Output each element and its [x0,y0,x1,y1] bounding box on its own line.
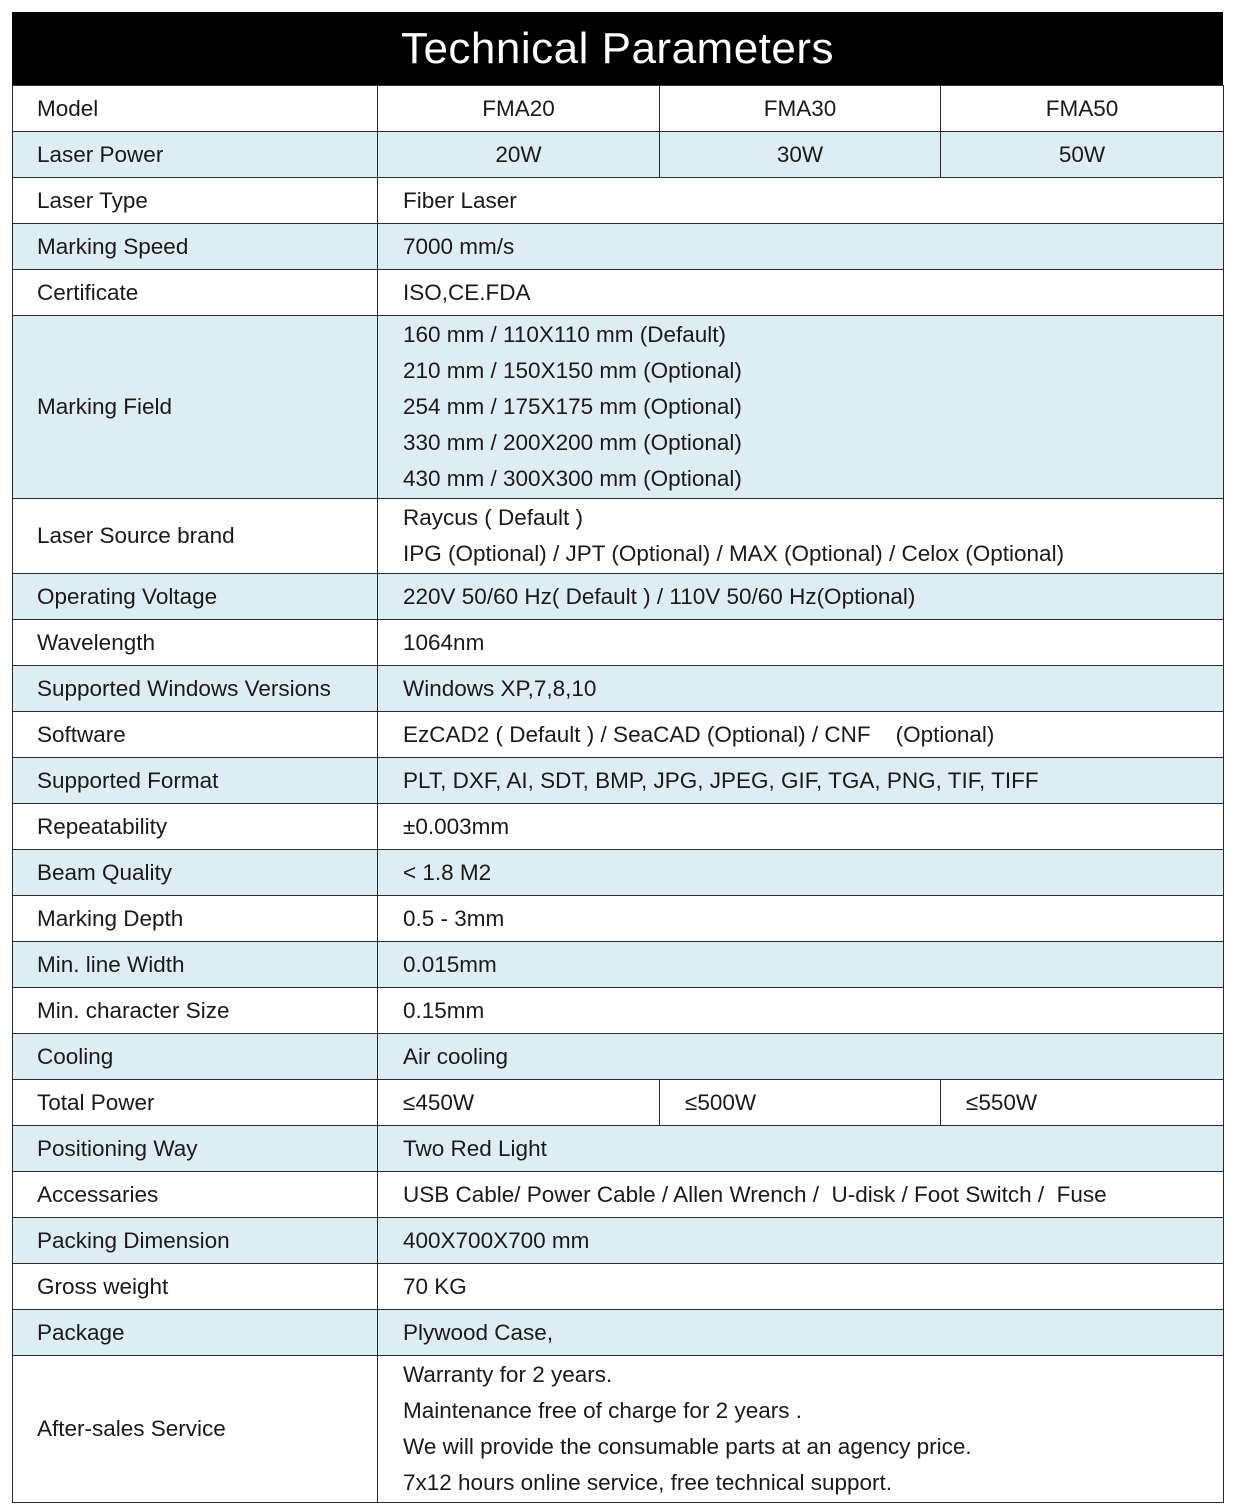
row-value [378,1356,1224,1503]
after-sales-line: Maintenance free of charge for 2 years . [403,1398,802,1423]
row-label: Packing Dimension [13,1218,378,1264]
table-row [13,942,1224,988]
table-row [13,1172,1224,1218]
row-value: Two Red Light [378,1126,1224,1172]
table-row-marking-field [13,316,1224,499]
laser-source-line: IPG (Optional) / JPT (Optional) / MAX (Optional) / Celox (Optional) [403,541,1065,566]
total-power-fma50: ≤550W [941,1080,1224,1126]
row-label: Cooling [13,1034,378,1080]
row-label: Supported Windows Versions [13,666,378,712]
row-value: USB Cable/ Power Cable / Allen Wrench / U-disk / Foot Switch / Fuse [378,1172,1224,1218]
row-value: ±0.003mm [378,804,1224,850]
spec-table [12,85,1224,1503]
table-row [13,1310,1224,1356]
table-row [13,758,1224,804]
after-sales-line: 7x12 hours online service, free technical support. [403,1470,893,1495]
table-row [13,620,1224,666]
row-label: Repeatability [13,804,378,850]
row-value [378,499,1224,574]
page-title: Technical Parameters [12,12,1223,85]
after-sales-line: We will provide the consumable parts at an agency price. [403,1434,972,1459]
row-label: Positioning Way [13,1126,378,1172]
row-label: Marking Speed [13,224,378,270]
row-label: Marking Depth [13,896,378,942]
marking-field-line: 330 mm / 200X200 mm (Optional) [403,430,742,455]
marking-field-line: 160 mm / 110X110 mm (Default) [403,322,727,347]
row-label: Gross weight [13,1264,378,1310]
table-row [13,712,1224,758]
row-label: Marking Field [13,316,378,499]
after-sales-line: Warranty for 2 years. [403,1362,613,1387]
table-row [13,270,1224,316]
table-row-laser-source [13,499,1224,574]
row-value: EzCAD2 ( Default ) / SeaCAD (Optional) / CNF (Optional) [378,712,1224,758]
power-fma20: 20W [378,132,660,178]
row-label: Operating Voltage [13,574,378,620]
row-value: 70 KG [378,1264,1224,1310]
row-label: Laser Power [13,132,378,178]
table-row-laser-power [13,132,1224,178]
row-label: Certificate [13,270,378,316]
table-row [13,1264,1224,1310]
table-row [13,1034,1224,1080]
table-row [13,178,1224,224]
model-fma30: FMA30 [660,86,941,132]
row-value: Fiber Laser [378,178,1224,224]
table-row [13,224,1224,270]
row-label: Software [13,712,378,758]
row-value: 0.015mm [378,942,1224,988]
row-value: ISO,CE.FDA [378,270,1224,316]
table-row [13,988,1224,1034]
row-value [378,316,1224,499]
laser-source-line: Raycus ( Default ) [403,505,584,530]
table-row-total-power [13,1080,1224,1126]
row-label: Package [13,1310,378,1356]
row-value: PLT, DXF, AI, SDT, BMP, JPG, JPEG, GIF, TGA, PNG, TIF, TIFF [378,758,1224,804]
table-row [13,574,1224,620]
table-row [13,896,1224,942]
row-label: Laser Type [13,178,378,224]
row-label: Min. character Size [13,988,378,1034]
table-row [13,666,1224,712]
row-value: 220V 50/60 Hz( Default ) / 110V 50/60 Hz(Optional) [378,574,1224,620]
table-row-after-sales [13,1356,1224,1503]
model-fma50: FMA50 [941,86,1224,132]
row-value: 0.15mm [378,988,1224,1034]
row-label: Supported Format [13,758,378,804]
table-row [13,1218,1224,1264]
row-label: Total Power [13,1080,378,1126]
table-row-model [13,86,1224,132]
row-label: Laser Source brand [13,499,378,574]
row-label: Model [13,86,378,132]
row-value: 400X700X700 mm [378,1218,1224,1264]
row-label: Accessaries [13,1172,378,1218]
table-row [13,850,1224,896]
total-power-fma20: ≤450W [378,1080,660,1126]
row-value: < 1.8 M2 [378,850,1224,896]
marking-field-line: 254 mm / 175X175 mm (Optional) [403,394,742,419]
row-value: 0.5 - 3mm [378,896,1224,942]
row-label: Beam Quality [13,850,378,896]
row-label: Wavelength [13,620,378,666]
spec-sheet [12,12,1223,1503]
row-value: 1064nm [378,620,1224,666]
model-fma20: FMA20 [378,86,660,132]
row-value: 7000 mm/s [378,224,1224,270]
marking-field-line: 210 mm / 150X150 mm (Optional) [403,358,742,383]
row-value: Windows XP,7,8,10 [378,666,1224,712]
row-label: Min. line Width [13,942,378,988]
table-row [13,1126,1224,1172]
power-fma30: 30W [660,132,941,178]
row-value: Air cooling [378,1034,1224,1080]
marking-field-line: 430 mm / 300X300 mm (Optional) [403,466,742,491]
row-value: Plywood Case, [378,1310,1224,1356]
total-power-fma30: ≤500W [660,1080,941,1126]
row-label: After-sales Service [13,1356,378,1503]
power-fma50: 50W [941,132,1224,178]
table-row [13,804,1224,850]
